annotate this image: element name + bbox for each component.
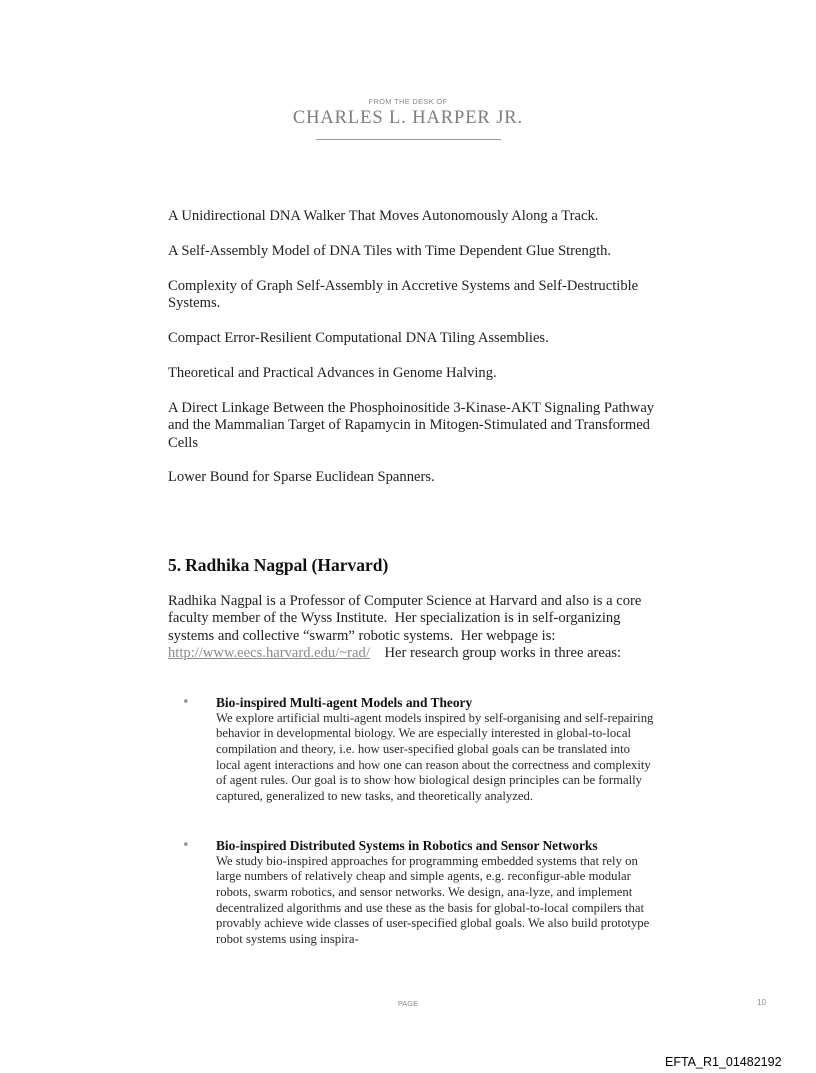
section-heading xyxy=(168,555,388,576)
intro-text: Radhika Nagpal is a Professor of Computer Science at Harvard and also is a core faculty member of the Wyss Institute. Her specialization is in self-organizing systems and collective “swarm” robotic systems. Her webpage is: xyxy=(168,593,645,644)
footer-page-label: PAGE xyxy=(397,999,419,1008)
webpage-link[interactable]: http://www.eecs.harvard.edu/~rad/ xyxy=(168,644,370,661)
publication-title: A Self-Assembly Model of DNA Tiles with Time Dependent Glue Strength. xyxy=(168,243,612,259)
list-item xyxy=(182,695,656,805)
research-area-body: We explore artificial multi-agent models inspired by self-organising and self-repairing behavior in developmental biology. We are especially interested in global-to-local compilation and theory, i.e. how user-specified global goals can be translated into local agent interactions and how one can reason about the correctness and complexity of agent rules. Our goal is to show how biological design principles can be formally captured, generalized to new tasks, and theoretically analyzed. xyxy=(216,710,654,804)
intro-text-end: Her research group works in three areas: xyxy=(369,644,622,661)
research-area-title: Bio-inspired Multi-agent Models and Theory xyxy=(216,695,473,710)
section-title: Radhika Nagpal (Harvard) xyxy=(185,555,389,575)
publication-title: Complexity of Graph Self-Assembly in Accretive Systems and Self-Destructible Systems. xyxy=(168,278,639,312)
letterhead-from-label: FROM THE DESK OF xyxy=(368,97,448,106)
bullet-icon: • xyxy=(182,838,190,853)
publication-title: Lower Bound for Sparse Euclidean Spanners. xyxy=(168,469,435,485)
letterhead-divider xyxy=(316,139,501,140)
document-id: EFTA_R1_01482192 xyxy=(665,1055,782,1069)
list-item xyxy=(182,838,656,948)
bullet-icon: • xyxy=(182,695,190,710)
letterhead-name: CHARLES L. HARPER JR. xyxy=(292,108,524,128)
publication-title: A Unidirectional DNA Walker That Moves Autonomously Along a Track. xyxy=(168,208,599,224)
section-number: 5. xyxy=(168,555,182,575)
publication-title: A Direct Linkage Between the Phosphoinositide 3-Kinase-AKT Signaling Pathway and the Mammalian Target of Rapamycin in Mitogen-Stimulated and Transformed Cells xyxy=(168,400,655,451)
publication-title: Compact Error-Resilient Computational DNA Tiling Assemblies. xyxy=(168,330,549,346)
research-area-body: We study bio-inspired approaches for programming embedded systems that rely on large numbers of relatively cheap and simple agents, e.g. reconfigur-able modular robots, swarm robotics, and sensor networks. We design, ana-lyze, and implement decentralized algorithms and use these as the basis for global-to-local compilers that provably achieve wide classes of user-specified global goals. We also build prototype robot systems using inspira- xyxy=(216,853,650,947)
publication-title: Theoretical and Practical Advances in Genome Halving. xyxy=(168,365,497,381)
section-intro xyxy=(168,593,658,662)
research-area-title: Bio-inspired Distributed Systems in Robotics and Sensor Networks xyxy=(216,838,598,853)
page-number: 10 xyxy=(757,998,766,1007)
